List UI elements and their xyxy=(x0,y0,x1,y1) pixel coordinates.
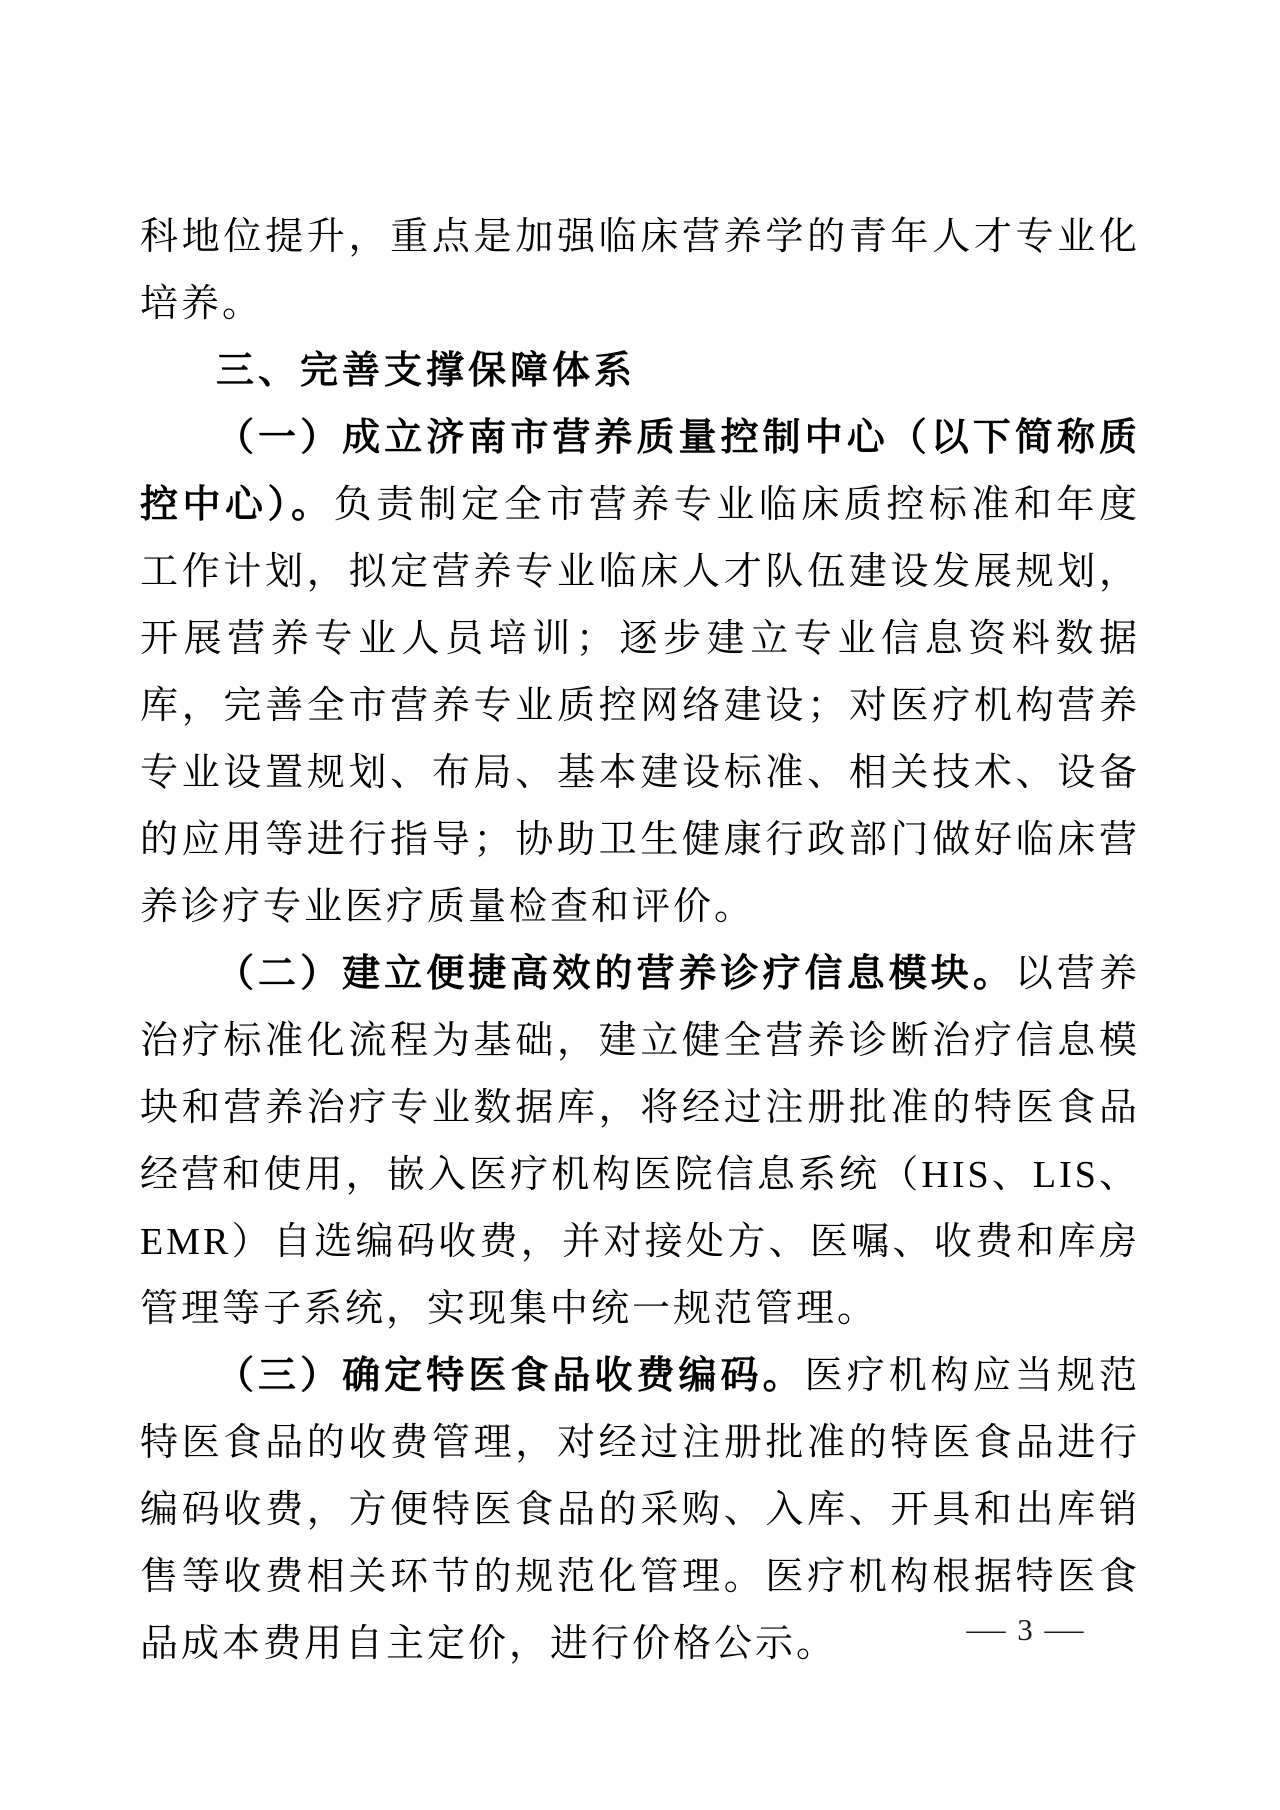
item-2-lead: （二）建立便捷高效的营养诊疗信息模块。 xyxy=(216,953,1015,995)
footer-dash-left: — xyxy=(966,1613,1006,1646)
paragraph-item-1 xyxy=(140,405,1140,941)
page-footer xyxy=(940,1608,1110,1652)
paragraph-continuation: 科地位提升，重点是加强临床营养学的青年人才专业化培养。 xyxy=(140,216,1140,325)
footer-dash-right: — xyxy=(1044,1613,1084,1646)
page-number: 3 xyxy=(1017,1612,1033,1647)
paragraph-item-2 xyxy=(140,941,1140,1343)
text-block xyxy=(140,204,1140,1678)
item-1-lead: （一）成立济南市营养质量控制中心（以下简称质控中心）。 xyxy=(140,417,1140,526)
item-3-body: 医疗机构应当规范特医食品的收费管理，对经过注册批准的特医食品进行编码收费，方便特医食品的采购、入库、开具和出库销售等收费相关环节的规范化管理。医疗机构根据特医食品成本费用自主定价，进行价格公示。 xyxy=(140,1355,1140,1665)
item-3-lead: （三）确定特医食品收费编码。 xyxy=(216,1355,805,1397)
item-2-body: 以营养治疗标准化流程为基础，建立健全营养诊断治疗信息模块和营养治疗专业数据库，将经过注册批准的特医食品经营和使用，嵌入医疗机构医院信息系统（HIS、LIS、EMR）自选编码收费，并对接处方、医嘱、收费和库房管理等子系统，实现集中统一规范管理。 xyxy=(140,953,1140,1330)
section-heading: 三、完善支撑保障体系 xyxy=(216,350,637,392)
item-1-body: 负责制定全市营养专业临床质控标准和年度工作计划，拟定营养专业临床人才队伍建设发展规划，开展营养专业人员培训；逐步建立专业信息资料数据库，完善全市营养专业质控网络建设；对医疗机构营养专业设置规划、布局、基本建设标准、相关技术、设备的应用等进行指导；协助卫生健康行政部门做好临床营养诊疗专业医疗质量检查和评价。 xyxy=(140,484,1140,928)
